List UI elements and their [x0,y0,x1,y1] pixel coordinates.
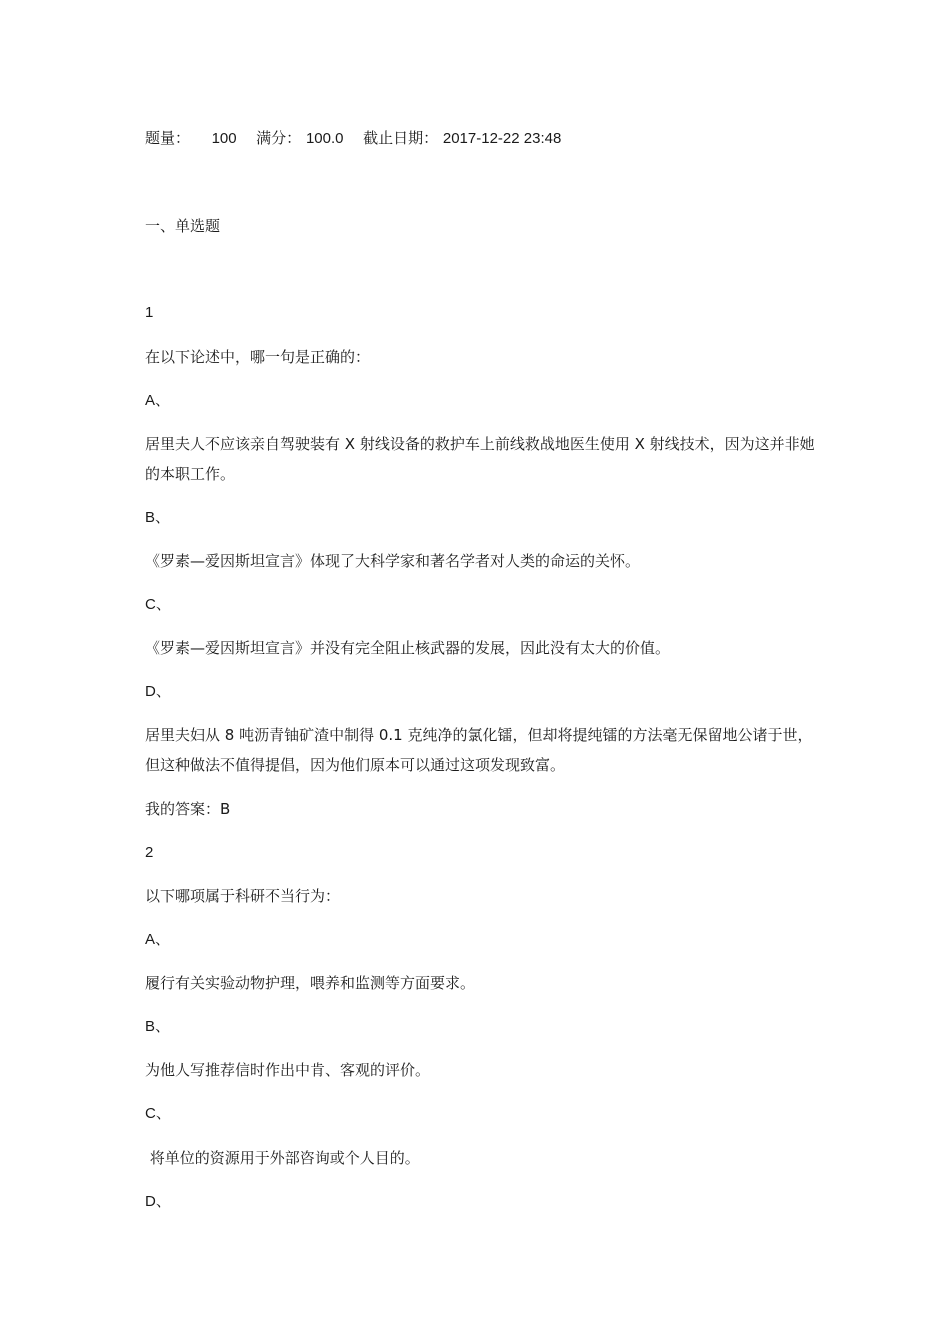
question-number: 2 [145,844,154,861]
question-number: 1 [145,304,154,321]
option-label-a: A、 [145,931,171,948]
option-text-c: 《罗素—爱因斯坦宣言》并没有完全阻止核武器的发展，因此没有太大的价值。 [145,639,671,657]
deadline-label: 截止日期： [363,129,439,147]
question-count-label: 题量： [145,129,191,147]
question-count-value: 100 [211,130,237,147]
full-score-value: 100.0 [305,130,344,147]
question-stem: 以下哪项属于科研不当行为： [145,887,341,905]
section-title: 一、单选题 [145,217,221,235]
full-score-label: 满分： [256,129,302,147]
option-text-b: 《罗素—爱因斯坦宣言》体现了大科学家和著名学者对人类的命运的关怀。 [145,552,641,570]
question-stem: 在以下论述中，哪一句是正确的： [145,348,371,366]
option-text-d: 居里夫妇从 8 吨沥青铀矿渣中制得 0.1 克纯净的氯化镭，但却将提纯镭的方法毫无保留地公诸于世，但这种做法不值得提倡，因为他们原本可以通过这项发现致富。 [145,726,813,774]
option-label-b: B、 [145,509,171,526]
option-label-c: C、 [145,596,171,613]
option-text-a: 居里夫人不应该亲自驾驶装有 X 射线设备的救护车上前线救战地医生使用 X 射线技术，因为这并非她的本职工作。 [145,435,815,483]
exam-meta [145,128,815,149]
my-answer: 我的答案：B [145,800,231,818]
option-label-c: C、 [145,1105,171,1122]
option-text-c: 将单位的资源用于外部咨询或个人目的。 [145,1149,420,1167]
option-label-d: D、 [145,683,171,700]
option-text-b: 为他人写推荐信时作出中肯、客观的评价。 [145,1061,431,1079]
deadline-value: 2017-12-22 23:48 [442,130,562,147]
option-label-d: D、 [145,1193,171,1210]
option-text-a: 履行有关实验动物护理，喂养和监测等方面要求。 [145,974,476,992]
option-label-b: B、 [145,1018,171,1035]
option-label-a: A、 [145,392,171,409]
